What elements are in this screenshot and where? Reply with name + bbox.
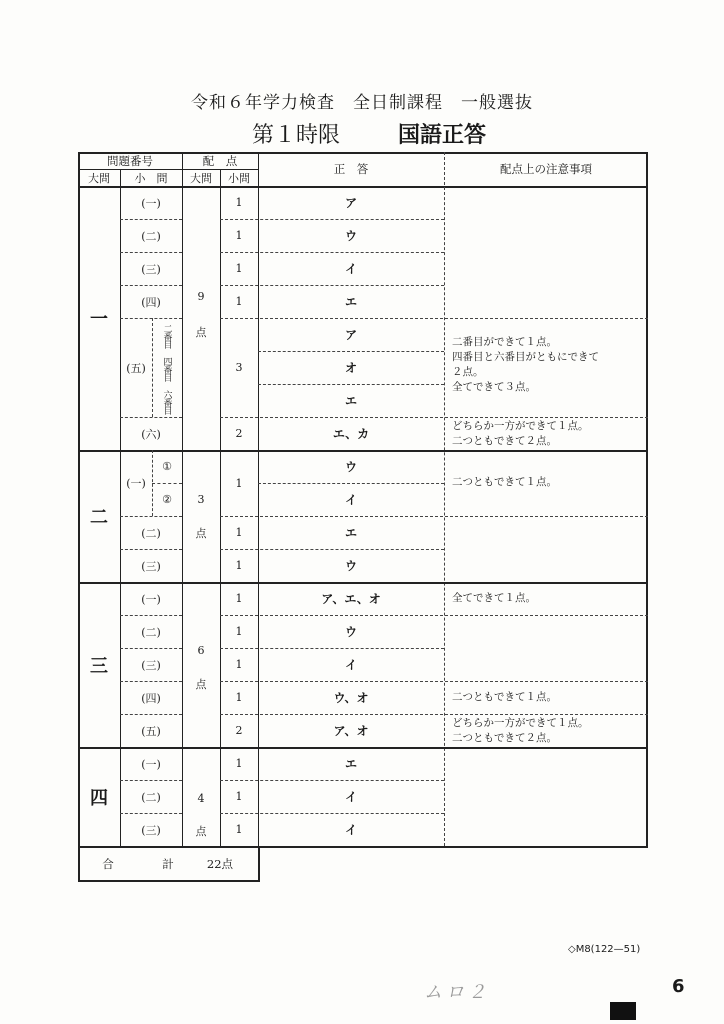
answer-cell: イ (344, 790, 357, 804)
answer-cell: ア (344, 196, 357, 210)
question-number: (一) (141, 196, 161, 210)
question-points: 2 (235, 427, 243, 440)
answer-cell: ウ (344, 229, 357, 243)
header-question-number: 問題番号 (107, 153, 153, 168)
answer-cell: イ (344, 493, 357, 507)
question-number: (三) (141, 262, 161, 276)
answer-cell: エ (344, 526, 357, 540)
question-points: 2 (235, 724, 243, 737)
note-line: 二つともできて１点。 (452, 691, 557, 703)
answer-cell: イ (344, 823, 357, 837)
answer-cell: エ (344, 295, 357, 309)
section-label: 二 (90, 507, 108, 528)
question-points: 1 (235, 658, 243, 671)
scoring-note (452, 690, 557, 705)
question-number: (三) (141, 823, 161, 837)
note-line: 二つともできて２点。 (452, 435, 557, 447)
header-points-small: 小問 (228, 171, 250, 185)
answer-cell: ア、エ、オ (321, 592, 381, 606)
section-points: 6 (197, 643, 205, 657)
answer-cell: エ、カ (332, 427, 370, 441)
section-label: 一 (90, 309, 108, 330)
answer-cell: イ (344, 658, 357, 672)
sub-question-label: 四番目 (161, 356, 172, 381)
scoring-note (452, 419, 589, 449)
question-points: 1 (235, 790, 243, 803)
question-points: 1 (235, 196, 243, 209)
note-line: 全てできて３点。 (452, 381, 536, 393)
scoring-note (452, 591, 536, 606)
black-marker (610, 1002, 636, 1020)
answer-cell: ア (344, 328, 357, 342)
document-title: 令和６年学力検査 全日制課程 一般選抜 (191, 93, 533, 113)
answer-cell: ウ (344, 625, 357, 639)
question-points: 1 (235, 526, 243, 539)
sub-question-label: ① (162, 460, 172, 473)
question-number: (五) (126, 361, 146, 375)
question-number: (二) (141, 526, 161, 540)
question-points: 1 (235, 229, 243, 242)
scoring-note (452, 475, 557, 490)
question-points: 1 (235, 262, 243, 275)
sub-question-label: 六番目 (161, 389, 172, 414)
question-points: 1 (235, 476, 243, 490)
subject-label: 国語正答 (398, 123, 487, 148)
header-small-q: 小 問 (134, 171, 168, 185)
sub-question-label: ② (162, 493, 172, 506)
note-line: 二番目ができて１点。 (452, 336, 557, 348)
note-line: どちらか一方ができて１点。 (452, 420, 589, 432)
page-number: 6 (672, 976, 685, 997)
question-number: (二) (141, 229, 161, 243)
total-value: 22点 (206, 857, 234, 871)
question-number: (二) (141, 790, 161, 804)
header-points-large: 大問 (190, 171, 212, 185)
question-points: 3 (235, 361, 243, 374)
period-label: 第１時限 (252, 123, 341, 148)
question-points: 1 (235, 691, 243, 704)
note-line: 四番目と六番目がともにできて (452, 351, 599, 363)
subtitle (0, 118, 724, 148)
question-number: (六) (141, 427, 161, 441)
question-points: 1 (235, 625, 243, 638)
header-answer: 正 答 (333, 162, 369, 176)
section-points-unit: 点 (195, 527, 207, 540)
document-code: ◇M8(122—51) (568, 944, 641, 955)
question-points: 1 (235, 592, 243, 605)
question-number: (三) (141, 559, 161, 573)
answer-cell: イ (344, 262, 357, 276)
question-number: (一) (141, 757, 161, 771)
section-points-unit: 点 (195, 678, 207, 691)
answer-cell: ウ、オ (333, 691, 369, 705)
question-number: (一) (141, 592, 161, 606)
question-points: 1 (235, 823, 243, 836)
note-line: 二つともできて１点。 (452, 476, 557, 488)
answer-cell: ウ (344, 559, 357, 573)
question-points: 1 (235, 757, 243, 770)
section-points-unit: 点 (195, 825, 207, 838)
section-points: 4 (197, 791, 205, 805)
question-number: (五) (141, 724, 161, 738)
question-number: (四) (141, 295, 161, 309)
note-line: 二つともできて２点。 (452, 732, 557, 744)
sub-question-label: 二番目 (161, 323, 172, 348)
section-points: 9 (197, 289, 205, 303)
answer-cell: ア、オ (333, 724, 369, 738)
section-label: 四 (90, 787, 108, 809)
answer-cell: エ (344, 394, 357, 408)
answer-cell: ウ (344, 460, 357, 474)
question-number: (四) (141, 691, 161, 705)
handwritten-mark: ムロ２ (424, 982, 490, 1003)
section-points: 3 (197, 492, 205, 506)
scoring-note (452, 716, 589, 746)
header-notes: 配点上の注意事項 (500, 162, 592, 176)
answer-cell: エ (344, 757, 357, 771)
total-label-b: 計 (162, 857, 174, 871)
scoring-note (452, 335, 599, 395)
note-line: どちらか一方ができて１点。 (452, 717, 589, 729)
answer-cell: オ (344, 361, 357, 375)
question-points: 1 (235, 559, 243, 572)
question-points: 1 (235, 295, 243, 308)
question-number: (二) (141, 625, 161, 639)
total-label-a: 合 (102, 857, 114, 871)
note-line: 全てできて１点。 (452, 592, 536, 604)
section-points-unit: 点 (195, 326, 207, 339)
question-number: (三) (141, 658, 161, 672)
note-line: ２点。 (452, 366, 484, 378)
header-large-q: 大問 (88, 171, 110, 185)
header-points: 配 点 (202, 153, 238, 168)
section-label: 三 (90, 655, 108, 677)
question-number: (一) (126, 477, 146, 490)
answer-table (78, 152, 648, 882)
